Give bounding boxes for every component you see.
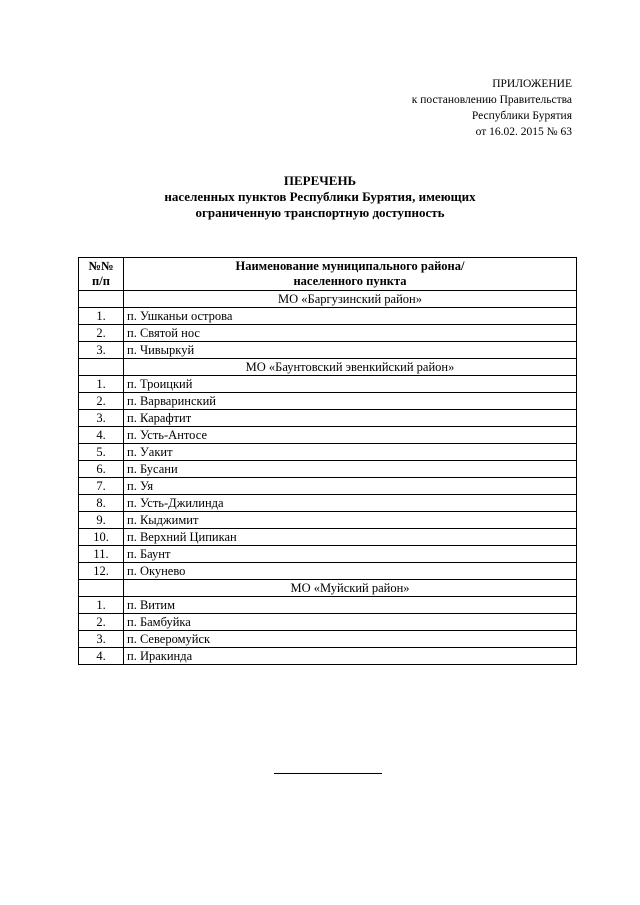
- row-number: 1.: [79, 308, 124, 325]
- attachment-header: [412, 76, 572, 140]
- settlement-name: п. Троицкий: [124, 376, 577, 393]
- settlement-name: п. Иракинда: [124, 648, 577, 665]
- row-number: 2.: [79, 393, 124, 410]
- row-number: 6.: [79, 461, 124, 478]
- column-header-name-line2: населенного пункта: [293, 274, 407, 288]
- settlement-name: п. Усть-Джилинда: [124, 495, 577, 512]
- title-main: ПЕРЕЧЕНЬ: [283, 173, 357, 188]
- title-subtitle-line1: населенных пунктов Республики Бурятия, имеющих: [164, 189, 476, 204]
- settlement-name: п. Варваринский: [124, 393, 577, 410]
- table-row: [79, 546, 577, 563]
- table-row: [79, 461, 577, 478]
- table-body: [79, 291, 577, 665]
- settlement-name: п. Окунево: [124, 563, 577, 580]
- table-row: [79, 478, 577, 495]
- table-header-row: [79, 258, 577, 291]
- settlement-name: п. Верхний Ципикан: [124, 529, 577, 546]
- closing-line: [274, 773, 382, 774]
- settlement-name: п. Карафтит: [124, 410, 577, 427]
- table-row: [79, 342, 577, 359]
- row-number: 3.: [79, 410, 124, 427]
- row-number: 2.: [79, 325, 124, 342]
- settlement-name: п. Чивыркуй: [124, 342, 577, 359]
- row-number: 5.: [79, 444, 124, 461]
- row-number: 10.: [79, 529, 124, 546]
- column-header-name: [124, 258, 577, 291]
- table-row: [79, 325, 577, 342]
- table-row: [79, 376, 577, 393]
- row-number: 3.: [79, 342, 124, 359]
- settlement-name: п. Уя: [124, 478, 577, 495]
- table-row: [79, 529, 577, 546]
- table-row: [79, 597, 577, 614]
- resolution-date-number: от 16.02. 2015 № 63: [475, 126, 572, 138]
- settlement-name: п. Ушканьи острова: [124, 308, 577, 325]
- resolution-reference: к постановлению Правительства: [411, 94, 572, 106]
- table-row: [79, 512, 577, 529]
- row-number: 2.: [79, 614, 124, 631]
- attachment-label: ПРИЛОЖЕНИЕ: [492, 78, 572, 90]
- settlement-name: п. Витим: [124, 597, 577, 614]
- row-number: 8.: [79, 495, 124, 512]
- group-row: [79, 291, 577, 308]
- settlement-name: п. Бусани: [124, 461, 577, 478]
- table-row: [79, 410, 577, 427]
- district-name: МО «Баргузинский район»: [124, 291, 577, 308]
- column-header-number-line1: №№: [88, 259, 114, 273]
- title-subtitle-line2: ограниченную транспортную доступность: [195, 205, 445, 220]
- row-number: 11.: [79, 546, 124, 563]
- district-name: МО «Баунтовский эвенкийский район»: [124, 359, 577, 376]
- table-row: [79, 631, 577, 648]
- republic-name: Республики Бурятия: [471, 110, 572, 122]
- table-row: [79, 614, 577, 631]
- row-number: 1.: [79, 376, 124, 393]
- column-header-name-line1: Наименование муниципального района/: [235, 259, 465, 273]
- document-title: [0, 173, 640, 221]
- column-header-number-line2: п/п: [92, 274, 110, 288]
- table-row: [79, 393, 577, 410]
- district-name: МО «Муйский район»: [124, 580, 577, 597]
- row-number: 4.: [79, 648, 124, 665]
- group-row-empty-cell: [79, 291, 124, 308]
- group-row: [79, 359, 577, 376]
- row-number: 9.: [79, 512, 124, 529]
- row-number: 4.: [79, 427, 124, 444]
- table-row: [79, 648, 577, 665]
- row-number: 1.: [79, 597, 124, 614]
- settlement-name: п. Баунт: [124, 546, 577, 563]
- table-row: [79, 495, 577, 512]
- group-row-empty-cell: [79, 580, 124, 597]
- settlement-name: п. Святой нос: [124, 325, 577, 342]
- table-row: [79, 563, 577, 580]
- settlement-name: п. Бамбуйка: [124, 614, 577, 631]
- settlement-name: п. Северомуйск: [124, 631, 577, 648]
- settlement-name: п. Уакит: [124, 444, 577, 461]
- settlement-name: п. Кыджимит: [124, 512, 577, 529]
- group-row-empty-cell: [79, 359, 124, 376]
- table-row: [79, 308, 577, 325]
- table-row: [79, 444, 577, 461]
- settlements-table: [78, 257, 577, 665]
- row-number: 3.: [79, 631, 124, 648]
- row-number: 7.: [79, 478, 124, 495]
- table-row: [79, 427, 577, 444]
- settlement-name: п. Усть-Антосе: [124, 427, 577, 444]
- group-row: [79, 580, 577, 597]
- column-header-number: [79, 258, 124, 291]
- row-number: 12.: [79, 563, 124, 580]
